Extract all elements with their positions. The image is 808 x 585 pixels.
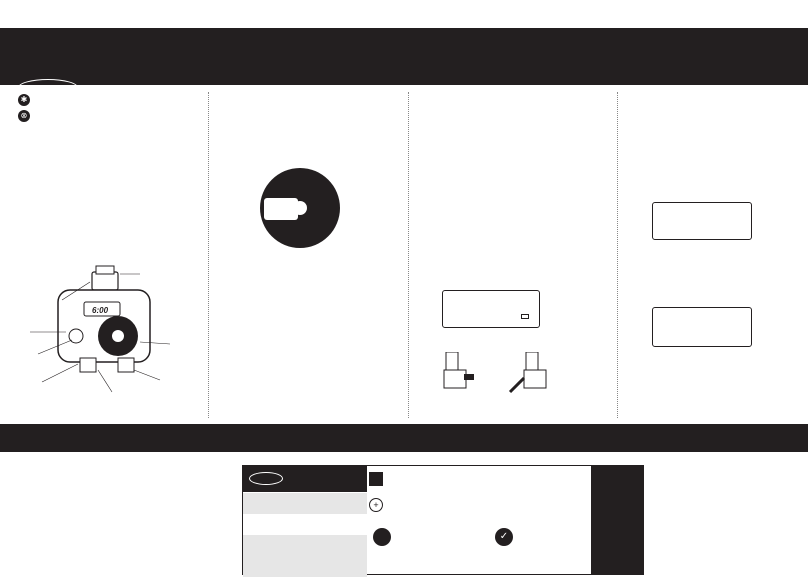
print-spec-panel bbox=[242, 465, 644, 575]
dial-off bbox=[281, 222, 291, 234]
spec-date bbox=[243, 493, 367, 515]
footer-band bbox=[0, 424, 808, 452]
timer-diagram bbox=[0, 262, 205, 422]
column-divider bbox=[408, 92, 409, 418]
column-divider bbox=[208, 92, 209, 418]
folded-icon bbox=[373, 528, 391, 546]
column-divider bbox=[617, 92, 618, 418]
dial-set-clock bbox=[276, 172, 291, 185]
column-1 bbox=[10, 88, 200, 136]
spec-designer bbox=[243, 514, 367, 536]
header-band bbox=[0, 28, 808, 85]
spec-artwork bbox=[243, 535, 367, 557]
filter-icon: ⊗ bbox=[18, 110, 30, 122]
column-4 bbox=[626, 88, 806, 200]
lever-drawings bbox=[436, 352, 556, 408]
check-icon: ✓ bbox=[495, 528, 513, 546]
spec-software bbox=[243, 556, 367, 578]
mode-dial bbox=[260, 168, 340, 248]
dial-how-often bbox=[305, 218, 325, 235]
device-display: 6:00 bbox=[92, 306, 109, 315]
footer-logo-block bbox=[243, 466, 367, 492]
snowflake-icon: ✱ bbox=[18, 94, 30, 106]
battery-lcd bbox=[442, 290, 540, 328]
battery-icon bbox=[521, 314, 529, 319]
start-time-lcd bbox=[652, 307, 752, 347]
column-3 bbox=[416, 88, 606, 92]
dial-center bbox=[293, 201, 307, 215]
footer-orbit-logo bbox=[249, 472, 283, 485]
freeze-warning bbox=[10, 94, 200, 106]
target-icon: + bbox=[369, 498, 383, 512]
dial-start-time bbox=[303, 169, 320, 183]
set-clock-lcd bbox=[652, 202, 752, 240]
printer-notes bbox=[591, 466, 644, 574]
filter-warning bbox=[10, 110, 200, 122]
black-ink-box bbox=[369, 472, 383, 486]
